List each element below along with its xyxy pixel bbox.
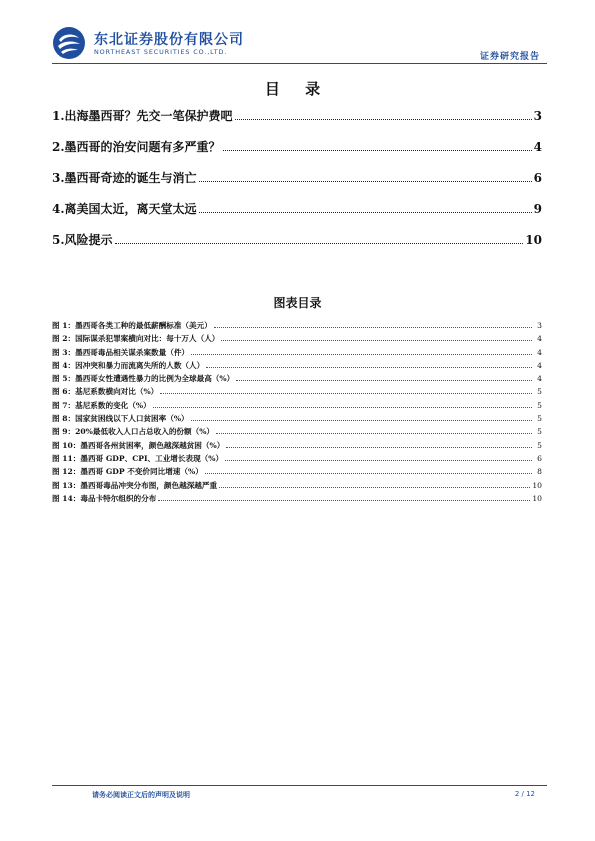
toc-entry-label: 1.出海墨西哥？先交一笔保护费吧	[52, 109, 233, 123]
page-header	[0, 0, 595, 66]
figure-entry[interactable]	[52, 493, 542, 506]
figure-entry-page: 5	[537, 440, 542, 450]
figure-entry[interactable]	[52, 347, 542, 360]
toc-entry[interactable]	[52, 138, 542, 169]
page-number: 2 / 12	[514, 790, 535, 798]
toc-entry-page: 10	[525, 233, 542, 247]
figure-entry-page: 4	[537, 374, 542, 384]
dot-leader	[199, 212, 532, 213]
figure-entry-page: 5	[537, 400, 542, 410]
figure-entry[interactable]	[52, 320, 542, 333]
figure-entry-label: 图 9：20%最低收入人口占总收入的份额（%）	[52, 427, 215, 437]
header-divider	[52, 63, 547, 64]
toc-entry-page: 3	[533, 109, 542, 123]
figure-entry[interactable]	[52, 453, 542, 466]
northeast-securities-logo-icon	[52, 26, 86, 60]
toc-entry[interactable]	[52, 107, 542, 138]
figure-entry-label: 图 10：墨西哥各州贫困率，颜色越深越贫困（%）	[52, 440, 225, 450]
toc-title: 目 录	[264, 80, 331, 98]
figure-entry-page: 8	[537, 467, 542, 477]
figure-entry-label: 图 2：国际谋杀犯罪案横向对比：每十万人（人）	[52, 334, 220, 344]
dot-leader	[158, 500, 530, 501]
dot-leader	[225, 460, 532, 461]
figure-entry[interactable]	[52, 480, 542, 493]
figure-entry-page: 5	[537, 387, 542, 397]
dot-leader	[219, 487, 530, 488]
figure-entry-page: 3	[537, 321, 542, 330]
figure-entry-page: 4	[537, 360, 542, 370]
footer-divider	[52, 785, 547, 786]
figure-entry[interactable]	[52, 426, 542, 439]
dot-leader	[199, 181, 532, 182]
toc-entry-label: 5.风险提示	[52, 233, 113, 247]
figure-entry[interactable]	[52, 386, 542, 399]
figure-entry[interactable]	[52, 440, 542, 453]
figure-entry[interactable]	[52, 413, 542, 426]
figure-entry[interactable]	[52, 360, 542, 373]
toc-entry-page: 4	[533, 140, 542, 154]
dot-leader	[205, 473, 532, 474]
figure-entry-page: 10	[532, 493, 542, 503]
company-name-cn: 东北证券股份有限公司	[94, 32, 244, 48]
dot-leader	[214, 327, 532, 328]
figure-entry-label: 图 7：基尼系数的变化（%）	[52, 400, 151, 410]
dot-leader	[223, 150, 532, 151]
dot-leader	[221, 340, 532, 341]
toc-entry-page: 9	[533, 202, 542, 216]
toc-entry-page: 6	[533, 171, 542, 185]
dot-leader	[191, 420, 532, 421]
figure-entry-label: 图 13：墨西哥毒品冲突分布图，颜色越深越严重	[52, 480, 218, 490]
figure-entry-label: 图 4：因冲突和暴力而流离失所的人数（人）	[52, 360, 205, 370]
toc-entry[interactable]	[52, 169, 542, 200]
footer-disclaimer: 请务必阅读正文后的声明及说明	[92, 791, 190, 799]
toc-entry-label: 2.墨西哥的治安问题有多严重？	[52, 140, 221, 154]
company-name-en: NORTHEAST SECURITIES CO.,LTD.	[94, 48, 228, 56]
figure-entry-label: 图 3：墨西哥毒品相关谋杀案数量（件）	[52, 347, 190, 357]
figure-entry-label: 图 14：毒品卡特尔组织的分布	[52, 493, 157, 503]
dot-leader	[226, 447, 532, 448]
figure-entry-label: 图 12：墨西哥 GDP 不变价同比增速（%）	[52, 467, 203, 477]
figure-entry-page: 6	[537, 453, 542, 463]
figure-entry[interactable]	[52, 466, 542, 479]
dot-leader	[191, 354, 532, 355]
figure-entry-label: 图 8：国家贫困线以下人口贫困率（%）	[52, 414, 189, 424]
figure-list	[52, 320, 542, 506]
figure-entry[interactable]	[52, 400, 542, 413]
table-of-contents	[52, 107, 542, 262]
figure-entry-page: 4	[537, 347, 542, 357]
figure-entry-label: 图 11：墨西哥 GDP、CPI、工业增长表现（%）	[52, 453, 224, 463]
toc-entry[interactable]	[52, 200, 542, 231]
figure-list-title: 图表目录	[273, 296, 322, 310]
figure-entry-label: 图 5：墨西哥女性遭遇性暴力的比例为全球最高（%）	[52, 374, 235, 384]
figure-entry-page: 10	[532, 480, 542, 490]
toc-entry-label: 4.离美国太近，离天堂太远	[52, 202, 197, 216]
dot-leader	[160, 393, 532, 394]
dot-leader	[115, 243, 524, 244]
figure-entry[interactable]	[52, 373, 542, 386]
dot-leader	[236, 380, 532, 381]
dot-leader	[153, 407, 532, 408]
toc-entry[interactable]	[52, 231, 542, 262]
figure-entry-label: 图 6：基尼系数横向对比（%）	[52, 387, 159, 397]
toc-entry-label: 3.墨西哥奇迹的诞生与消亡	[52, 171, 197, 185]
dot-leader	[235, 119, 532, 120]
figure-entry-page: 5	[537, 427, 542, 437]
figure-entry[interactable]	[52, 333, 542, 346]
dot-leader	[216, 433, 532, 434]
figure-entry-page: 4	[537, 334, 542, 344]
figure-entry-label: 图 1：墨西哥各类工种的最低薪酬标准（美元）	[52, 321, 212, 330]
figure-entry-page: 5	[537, 414, 542, 424]
report-type-label: 证券研究报告	[479, 52, 540, 62]
dot-leader	[206, 367, 532, 368]
